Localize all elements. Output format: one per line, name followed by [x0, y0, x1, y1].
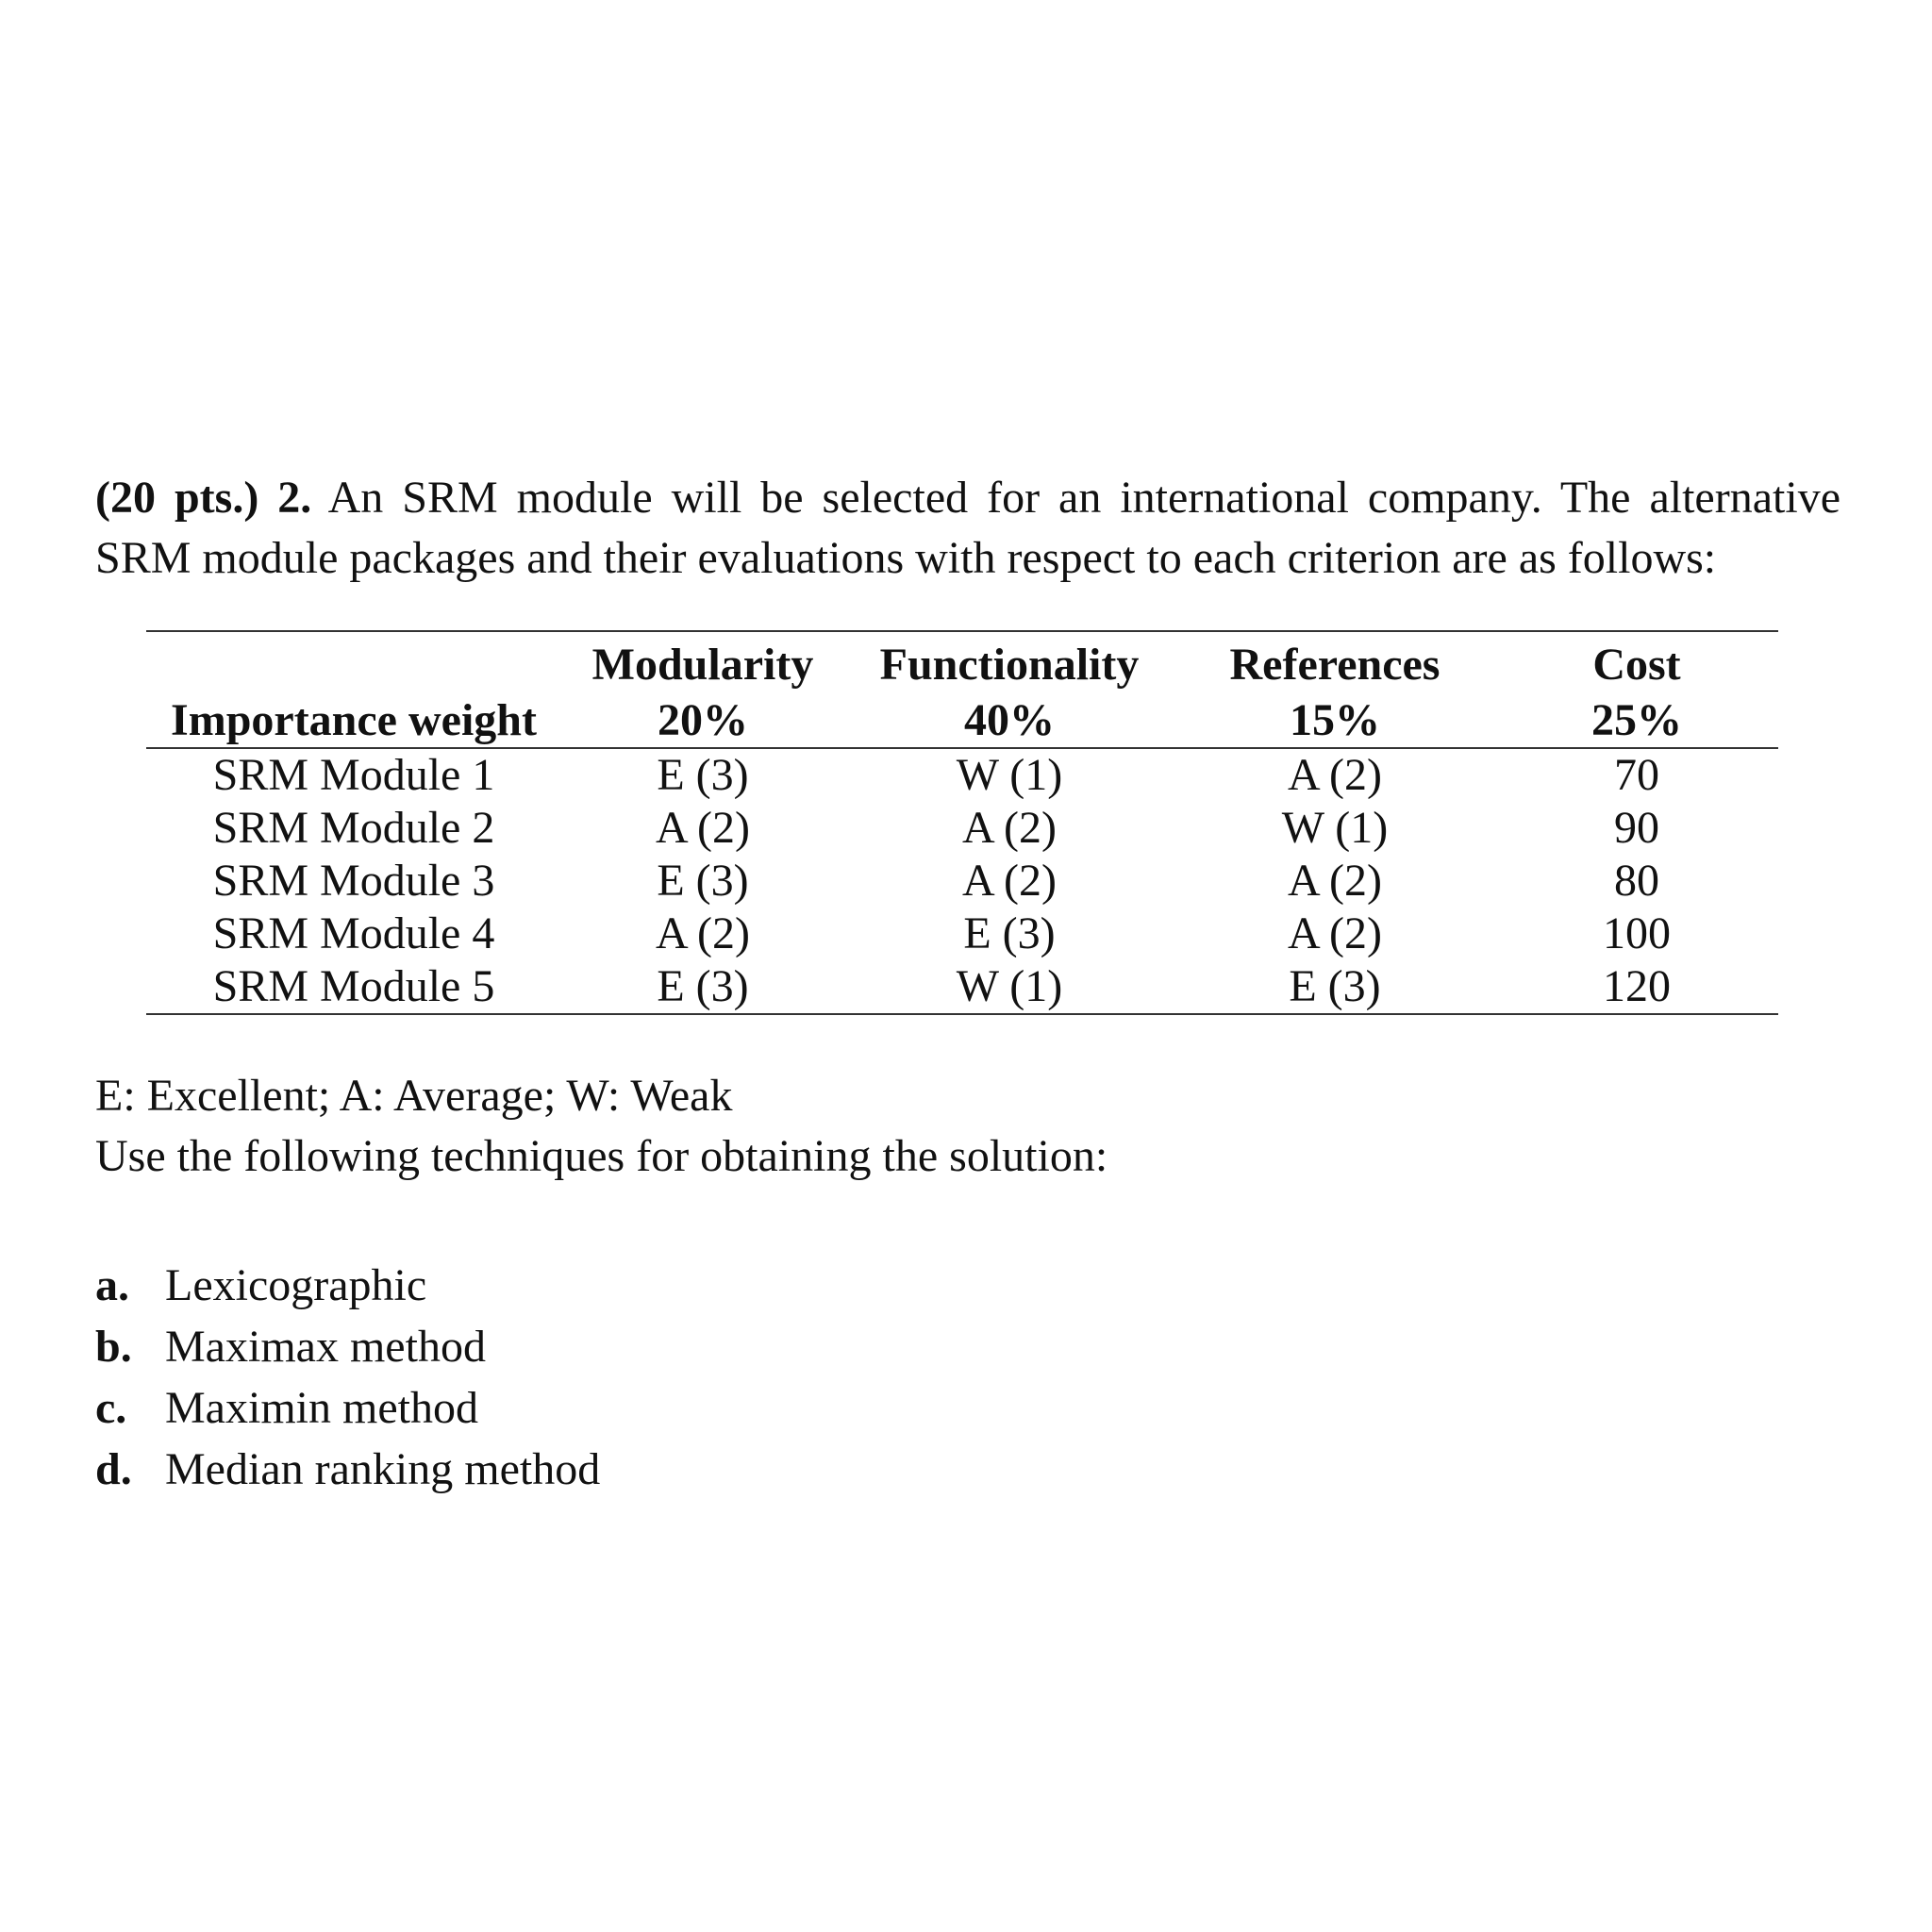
table-cell: A (2): [1288, 856, 1382, 906]
list-item-text: Maximin method: [165, 1383, 478, 1433]
table-row: [146, 855, 1778, 908]
instruction-text: Use the following techniques for obtaining the solution:: [95, 1131, 1108, 1181]
weight-value: 15%: [1174, 694, 1495, 748]
table-cell: A (2): [1288, 750, 1382, 800]
header-criterion: References: [1174, 631, 1495, 694]
legend-block: [95, 1066, 1108, 1187]
table-cell: W (1): [844, 960, 1174, 1014]
list-item: [95, 1377, 600, 1439]
table-cell: 70: [1614, 750, 1659, 800]
table-cell: A (2): [962, 856, 1057, 906]
weight-value: 40%: [844, 694, 1174, 748]
table-cell: W (1): [956, 750, 1063, 800]
header-criterion: Cost: [1495, 631, 1778, 694]
table-cell: A (2): [1288, 908, 1382, 958]
table-cell: W (1): [1281, 803, 1389, 853]
weight-label: Importance weight: [146, 694, 561, 748]
question-line-2: SRM module packages and their evaluations with respect to each criterion are as follows:: [95, 533, 1717, 583]
table-cell: 90: [1614, 803, 1659, 853]
list-item-text: Median ranking method: [165, 1444, 601, 1494]
evaluation-table: [146, 630, 1778, 1015]
list-item-letter: d.: [95, 1444, 132, 1494]
module-name: SRM Module 5: [146, 960, 561, 1014]
table-cell: E (3): [657, 750, 749, 800]
list-item-text: Lexicographic: [165, 1260, 427, 1310]
table-cell: 80: [1614, 856, 1659, 906]
list-item-letter: a.: [95, 1260, 129, 1310]
list-item: [95, 1439, 600, 1500]
table-cell: A (2): [656, 803, 750, 853]
module-name: SRM Module 4: [212, 908, 495, 958]
evaluation-table-wrapper: [146, 630, 1778, 1015]
module-name: SRM Module 2: [212, 803, 495, 853]
question-number: 2.: [277, 473, 312, 523]
table-cell: E (3): [1174, 960, 1495, 1014]
question-line-1: An SRM module will be selected for an international company. The alternative: [327, 473, 1841, 523]
weight-header-row: [146, 694, 1778, 748]
question-points: (20 pts.): [95, 473, 259, 523]
module-name: SRM Module 1: [212, 750, 495, 800]
header-empty-cell: [146, 631, 561, 694]
table-row: [146, 748, 1778, 802]
header-criterion: Modularity: [561, 631, 844, 694]
list-item: [95, 1255, 600, 1316]
techniques-list: [95, 1255, 600, 1500]
rating-legend: E: Excellent; A: Average; W: Weak: [95, 1071, 733, 1121]
table-cell: A (2): [962, 803, 1057, 853]
list-item: [95, 1316, 600, 1377]
table-cell: E (3): [561, 960, 844, 1014]
table-cell: E (3): [657, 856, 749, 906]
table-cell: 100: [1603, 908, 1671, 958]
weight-value: 25%: [1495, 694, 1778, 748]
header-criterion: Functionality: [844, 631, 1174, 694]
table-row: [146, 802, 1778, 855]
table-row: [146, 908, 1778, 960]
table-cell: E (3): [963, 908, 1056, 958]
question-text: [95, 468, 1840, 589]
table-cell: 120: [1495, 960, 1778, 1014]
module-name: SRM Module 3: [212, 856, 495, 906]
list-item-letter: c.: [95, 1383, 127, 1433]
weight-value: 20%: [561, 694, 844, 748]
list-item-text: Maximax method: [165, 1322, 486, 1372]
table-cell: A (2): [656, 908, 750, 958]
table-row: [146, 960, 1778, 1014]
list-item-letter: b.: [95, 1322, 132, 1372]
criteria-header-row: [146, 631, 1778, 694]
